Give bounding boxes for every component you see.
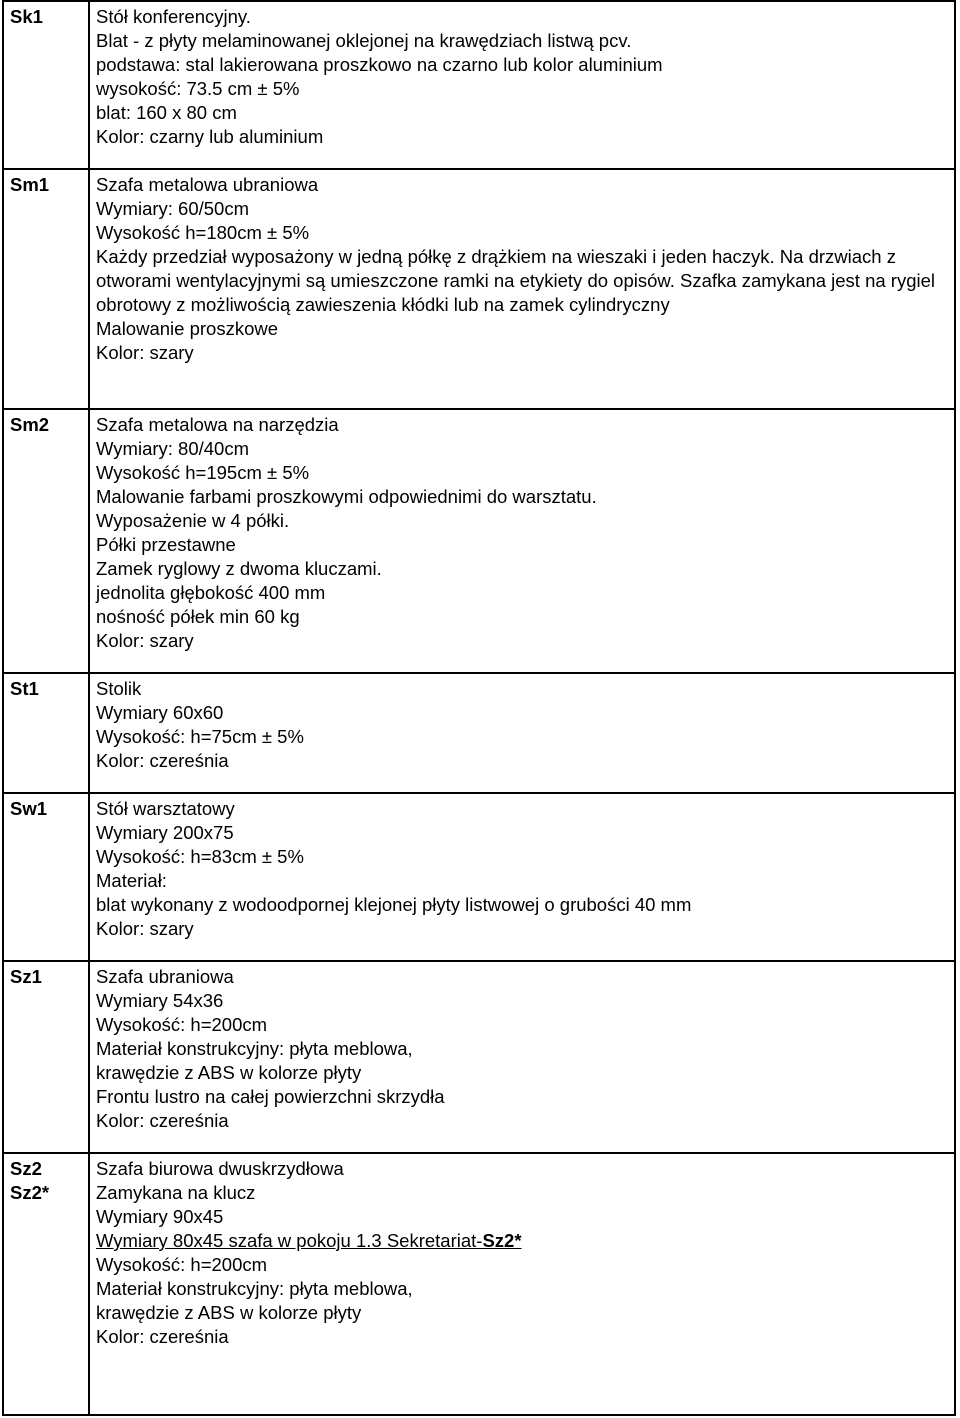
table-row <box>3 793 955 961</box>
item-code-cell <box>3 961 89 1153</box>
underlined-description-line <box>96 1229 950 1253</box>
description-line: Stół konferencyjny. <box>96 6 251 27</box>
description-line: Półki przestawne <box>96 534 236 555</box>
item-code-cell <box>3 409 89 673</box>
item-description-cell <box>89 961 955 1153</box>
table-row <box>3 1153 955 1415</box>
description-line: Blat - z płyty melaminowanej oklejonej na krawędziach listwą pcv. <box>96 30 632 51</box>
description-line: Zamek ryglowy z dwoma kluczami. <box>96 558 382 579</box>
description-line: Wysokość h=195cm ± 5% <box>96 462 310 483</box>
item-description-cell <box>89 1153 955 1415</box>
description-line: blat wykonany z wodoodpornej klejonej płyty listwowej o grubości 40 mm <box>96 894 692 915</box>
item-description-cell <box>89 673 955 793</box>
description-line: Wymiary 60x60 <box>96 702 224 723</box>
description-line: Wysokość: h=200cm <box>96 1014 268 1035</box>
description-line: wysokość: 73.5 cm ± 5% <box>96 78 300 99</box>
item-code: Sz2 <box>10 1158 42 1179</box>
item-description-cell <box>89 1 955 169</box>
table-row <box>3 961 955 1153</box>
item-code: Sw1 <box>10 798 48 819</box>
item-description-cell <box>89 409 955 673</box>
description-line: Materiał konstrukcyjny: płyta meblowa, <box>96 1038 413 1059</box>
description-line: Frontu lustro na całej powierzchni skrzydła <box>96 1086 445 1107</box>
description-line: Szafa ubraniowa <box>96 966 234 987</box>
specification-table <box>2 0 956 1416</box>
item-code-cell <box>3 169 89 409</box>
table-row <box>3 1 955 169</box>
description-line: Wysokość: h=75cm ± 5% <box>96 726 304 747</box>
description-line: Wysokość h=180cm ± 5% <box>96 222 310 243</box>
description-line: krawędzie z ABS w kolorze płyty <box>96 1062 362 1083</box>
description-line: Malowanie farbami proszkowymi odpowiednimi do warsztatu. <box>96 486 597 507</box>
description-paragraph: Każdy przedział wyposażony w jedną półkę z drążkiem na wieszaki i jeden haczyk. Na drzwiach z otworami wentylacyjnymi są umieszczone ramki na etykiety do opisów. Szafka zamykana jest na rygiel obrotowy z możliwością zawieszenia kłódki lub na zamek cylindryczny <box>96 246 936 315</box>
item-code: Sz1 <box>10 966 42 987</box>
underlined-text: Wymiary 80x45 szafa w pokoju 1.3 Sekretariat- <box>96 1230 483 1251</box>
description-line: Wymiary: 60/50cm <box>96 198 250 219</box>
description-line: Materiał konstrukcyjny: płyta meblowa, <box>96 1278 413 1299</box>
item-description-cell <box>89 793 955 961</box>
item-code-cell <box>3 793 89 961</box>
description-line: Zamykana na klucz <box>96 1182 256 1203</box>
item-code-cell <box>3 673 89 793</box>
description-line: Wymiary 54x36 <box>96 990 224 1011</box>
description-line: Szafa biurowa dwuskrzydłowa <box>96 1158 344 1179</box>
description-line: krawędzie z ABS w kolorze płyty <box>96 1302 362 1323</box>
description-line: Kolor: szary <box>96 630 194 651</box>
underlined-bold-code: Sz2* <box>482 1230 522 1251</box>
description-line: podstawa: stal lakierowana proszkowo na czarno lub kolor aluminium <box>96 54 663 75</box>
description-line: Kolor: czereśnia <box>96 1110 229 1131</box>
description-line: Wymiary 90x45 <box>96 1206 224 1227</box>
description-line: Kolor: czereśnia <box>96 1326 229 1347</box>
item-code-cell <box>3 1153 89 1415</box>
description-line: Wymiary 200x75 <box>96 822 234 843</box>
description-line: Kolor: czereśnia <box>96 750 229 771</box>
description-line: Szafa metalowa na narzędzia <box>96 414 339 435</box>
description-line: Wysokość: h=200cm <box>96 1254 268 1275</box>
item-code: Sk1 <box>10 6 43 27</box>
description-line: blat: 160 x 80 cm <box>96 102 237 123</box>
description-line: Wyposażenie w 4 półki. <box>96 510 290 531</box>
table-row <box>3 673 955 793</box>
description-line: jednolita głębokość 400 mm <box>96 582 326 603</box>
description-line: Stół warsztatowy <box>96 798 235 819</box>
description-line: Kolor: czarny lub aluminium <box>96 126 324 147</box>
description-line: Materiał: <box>96 870 167 891</box>
description-line: Stolik <box>96 678 142 699</box>
description-line: Kolor: szary <box>96 918 194 939</box>
item-code-alt: Sz2* <box>10 1182 50 1203</box>
item-description-cell <box>89 169 955 409</box>
description-line: Malowanie proszkowe <box>96 318 279 339</box>
description-line: Szafa metalowa ubraniowa <box>96 174 319 195</box>
table-row <box>3 409 955 673</box>
description-line: Wysokość: h=83cm ± 5% <box>96 846 304 867</box>
table-row <box>3 169 955 409</box>
item-code-cell <box>3 1 89 169</box>
description-line: Kolor: szary <box>96 342 194 363</box>
item-code: Sm1 <box>10 174 50 195</box>
description-line: Wymiary: 80/40cm <box>96 438 250 459</box>
item-code: St1 <box>10 678 39 699</box>
item-code: Sm2 <box>10 414 50 435</box>
description-line: nośność półek min 60 kg <box>96 606 300 627</box>
